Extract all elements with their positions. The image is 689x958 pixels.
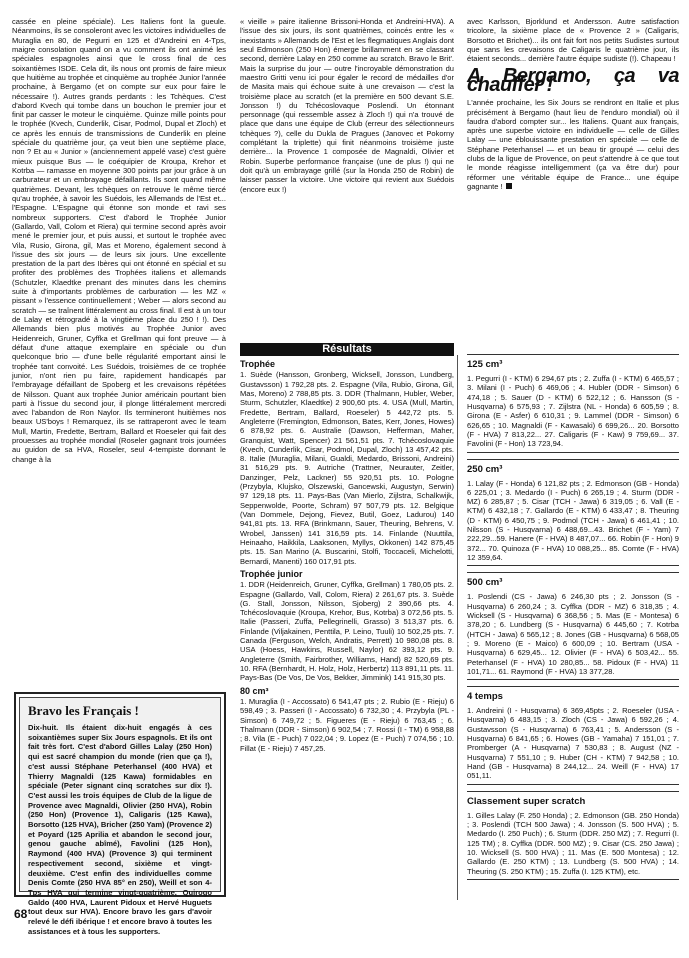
results-title: Résultats [240,343,454,356]
end-mark-icon [506,183,512,189]
class-block [467,459,679,567]
class-text: 1. Pegurri (I - KTM) 6 294,67 pts ; 2. Zuffa (I - KTM) 6 465,57 ; 3. Milani (I - Puch) 6 469,06 ; 4. Hubler (DDR - Simson) 6 474,18 ; 5. Sauer (D - KTM) 6 522,12 ; 6. Hansson (S - Husqvarna) 6 575,93 ; 7. Zijlstra (NL - Honda) 6 605,59 ; 8. Girona (E - Asfer) 6 610,31 ; 9. Lammel (DDR - Simson) 6 626,65 ; 10. Magnaldi (F - Kawasaki) 6 699,26... 20. Borsotto (F - HVA) 7 813,22... 27. Caligaris (F - Kaw) 9 759,69... 37. Favolini (F - Hon) 13 723,94. [467,374,679,449]
results-panel [240,343,454,753]
article-paragraph-conclusion [467,98,679,191]
article-paragraph: « vieille » paire italienne Brissoni-Honda et Andreini-HVA). A l'issue des six jours, ils sont quatrièmes, coincés entre les « inexistants » Allemands de l'Est et les flegmatiques Anglais dont seul Edmonson (250 Hon) émerge brillamment en se classant second, derrière Lalay en 250 comme au scratch. Bravo le Brit'. Mais la surprise du jour — outre l'incroyable démonstration du maestro Gritti venu ici pour égaler le record de médailles d'or de Masita mais qui échoue suite à une crevaison — c'est la troisième place au scratch (et la première en 500 devant S.E. Jonsson !) du Tchécoslovaque Poslendi. Un étonnant personnage (qui ressemble assez à Zloch !) qui n'a trouvé de place que dans une équipe de Club (erreur des sélectionneurs tchèques ?), celle du Dukla de Pragues (Janovec et Pokorny complétant la triplette) qui finit néanmoins troisième juste derrière... la Provence 1 composée de Magnaldi, Olivier et Robin. Superbe performance française (une de plus !) qui ne doit qu'à un embrayage grillé (sur la Honda 250 de Robin) de laisser passer la victoire. Une victoire qui revient aux Suédois (encore eux !) [240,17,454,194]
class-text: 1. Poslendi (CS - Jawa) 6 246,30 pts ; 2. Jonsson (S - Husqvarna) 6 260,24 ; 3. Cyffka (DDR - MZ) 6 318,35 ; 4. Wicksell (S - Husqvarna) 6 368,56 ; 5. Mas (E - Montesa) 6 378,20 ; 6. Lundberg (S - Husqvarna) 6 445,60 ; 7. Kotrba (HTCH - Jawa) 6 565,12 ; 8. Jones (GB - Husqvarna) 6 568,05 ; 9. Moreno (E - Maico) 6 600,09 ; 10. Bertram (USA - Husqvarna) 6 629,45... 12. Olivier (F - HVA) 6 503,42... 55. Peterhansel (F - HVA) 10 280,85... 58. Pidoux (F - HVA) 11 101,71... 61. Raymond (F - HVA) 13 377,28. [467,592,679,676]
class-block [467,572,679,680]
article-column-2 [240,17,454,194]
article-column-1 [12,17,226,464]
class-block [467,791,679,880]
trophee-title: Trophée [240,359,276,369]
c80-title: 80 cm³ [240,685,269,696]
class-title: 125 cm³ [467,359,503,370]
class-title: 4 temps [467,691,503,703]
junior-title: Trophée junior [240,568,303,579]
class-results [467,354,679,886]
c80-results: 1. Muraglia (I - Accossato) 6 541,47 pts ; 2. Rubio (E - Rieju) 6 598,49 ; 3. Passeri (I - Accossato) 6 732,30 ; 4. Przybyla (PL - Simson) 6 749,72 ; 5. Figueres (E - Rieju) 6 763,45 ; 6. Thalmann (DDR - Simson) 6 902,54 ; 7. Rossi (I - TM) 6 958,88 ; 8. Vila (E - Puch) 7 022,04 ; 9. Lopez (E - Puch) 7 074,56 ; 10. Fillat (E - Rieju) 7 457,25. [240,696,454,753]
box-title: Bravo les Français ! [28,703,139,718]
article-paragraph: cassée en pleine spéciale). Les Italiens font la gueule. Néanmoins, ils se consoleront avec les victoires individuelles de Muraglia en 80, de Pegurri en 125 et d'Andreini en 4-Tps, maigre consolation quand on a vu comment ils ont animé les spéciales espagnoles ainsi que le cross final de ces soixantièmes ISDE. Cela dit, ils nous ont promis de faire mieux que huitième au trophée et cinquième au trophée Junior l'année prochaine, à Bergamo (et on compte sur eux pour faire le nécessaire !). Autres grands perdants : les Tchèques. C'est d'abord Kvech qui tombe dans un bouchon le premier jour et finit par casser le moteur le cinquième. Quinze mille points pour le trophée (Kvech, Cunderlik, Cisar, Podmol, Dupal et Zloch) et ce après les ennuis de transmissions de Cunderlik en pleine spéciale du quatrième jour, ça veut bien une septième place, non ? Et au « Junior » (anciennement appelé vase) c'est guère mieux puisque Bus — le coéquipier de Kroupa, Krehor et Kotrba — ramasse en moyenne 300 points par jour grâce à un carburateur et un embrayage défaillants. Ils sont quand même quatrièmes. Devant, les tchèques on retrouve le même tiercé qu'au trophée, à savoir les Suédois, les Allemands de l'Est et... l'Espagne. L'Espagne qui étonne son monde et ravi ses nombreux supporters. C'est d'abord le Trophée Junior (Gallardo, Vall, Colom et Riera) qui termine second après avoir mené le premier jour, et puis aussi, et surtout le trophée avec Vila, Rusio, Girona, gil, Mas et Moreno, également second à l'issue des six jours — de leurs six jours. Une excellente prestation de la part des Ibères qui ont étonné en spécial et su profiter des problèmes des Trophées italiens et allemands (Schutzler, Klaedtke prenant des minutes dans les chemins suite à d'importants problèmes de carburation — les MZ « pissant » l'essence continuellement ; Weber — alors second au scratch — se traînent littéralement au cross final. Il est à un tour de Lalay et rétrogradé à la vingtième place du 250 ! !). Des Allemands bien plus motivés au Trophée Junior avec Heidenreich, Gruner, Cyffka et Grellman qui font preuve — à défaut d'une attaque exemplaire en spéciale ou d'un quelconque brio — d'une belle régularité emportant ainsi le trophée tant convoité. Les Suédois, troisièmes de ce trophée junior, n'ont rien pu faire, rapidement handicapés par l'embrayage défaillant de Spoberg et les crevaisons répétées de Nilsson. Quant aux trophée Junior américain pourtant bien parti à l'issue du second jour, il plonge littéralement mercredi avec l'abandon de Ron Naylor. Ils termineront huitièmes nos beaux US'boys ! Remarquez, ils se rattraperont avec le team Mull, Martin, Fredette, Bertram, Ballard et Roeseler qui fait des prouesses au trophée mondial (Roseler gagnant trois journées au guidon de sa HVA, Roseler, seul 4-tempiste donnant le change à la [12,17,226,464]
results-body [240,360,454,753]
class-title: 500 cm³ [467,577,503,589]
class-text: 1. Andreini (I - Husqvarna) 6 369,45pts ; 2. Roeseler (USA - Husqvarna) 6 483,15 ; 3. Zloch (CS - Jawa) 6 592,26 ; 4. Gustavsson (S - Husqvarna) 6 763,41 ; 5. Andersson (S - Husqvarna) 6 841,65 ; 6. Howes (GB - Yamaha) 7 151,01 ; 7. Promberger (A - Husqvarna) 7 530,83 ; 8. August (NZ - Husqvarna) 7 551,10 ; 9. Huber (CH - KTM) 7 942,58 ; 10. Hand (GB - Husqvarna) 8 244,12... 24. Weill (F - HVA) 17 051,11. [467,706,679,781]
trophee-results: 1. Suède (Hansson, Gronberg, Wicksell, Jonsson, Lundberg, Gustavsson) 1 792,28 pts. 2. Espagne (Vila, Rubio, Girona, Gil, Mas, Moreno) 2 788,85 pts. 3. DDR (Thalmann, Hubler, Weber, Sturm, Schutzler, Klaedtke) 2 900,60 pts. 4. USA (Mull, Martin, Fredette, Bertram, Ballard, Roeseler) 5 442,72 pts. 5. Angleterre (Fremington, Edmonson, Bates, Kerr, Jones, Howes) 6 878,92 pts. 6. Australie (Dawson, Hefferman, Maher, Granquist, Watt, Spencer) 21 561,51 pts. 7. Tchécoslovaquie (Kvech, Cunderlik, Cisar, Podmol, Dupal, Zloch) 13 457,42 pts. 8. Italie (Muraglia, Milani, Gualdi, Medardo, Brissoni, Andreini) 31 516,29 pts. 9. Autriche (Trattner, Neurauter, Zeitler, Danzinger, Pelz, Lackner) 55 920,51 pts. 10. Pologne (Przybyla, Klujsko, Olszewski, Gancewski, Augustyn, Serwin) 97 129,18 pts. 11. Pays-Bas (Van Mierlo, Zijlstra, Schalkwijk, Seppenwolde, Poorte, Schram) 97 507,79 pts. 12. Belgique (Van Dommele, Dejong, Fievez, Butil, Goez, Ladurou) 140 941,81 pts. 13. RFA (Brinkmann, Sauer, Theuring, Behrens, V. Wrobel, Janssen) 141 316,59 pts. 14. Finlande (Nuuttila, Heinaaho, Haikkila, Laaksonen, Myllys, Okkonen) 142 875,45 pts. 15. San Marino (A. Buscarini, Stolfi, Toccaceli, Michelotti, Bernardi, Manenti) 160 017,91 pts. [240,370,454,566]
junior-results: 1. DDR (Heidenreich, Gruner, Cyffka, Grellman) 1 780,05 pts. 2. Espagne (Gallardo, Vall, Colom, Riera) 2 261,67 pts. 3. Suède (G. Stall, Jonsson, Nilsson, Sjoberg) 2 390,66 pts. 4. Tchécoslovaquie (Kroupa, Krehor, Bus, Kotrba) 3 072,56 pts. 5. Italie (Passeri, Zuffa, Pellegrinelli, Grasso) 3 513,37 pts. 6. Finlande (Viljakainen, Penttila, P. Leino, Tuuli) 10 502,25 pts. 7. Canada (Ferguson, Welch, Andratis, Perrett) 10 980,08 pts. 8. USA (Hoess, Hawkins, Russell, Naylor) 62 393,12 pts. 9. Angleterre (Smith, Fairbrother, Williams, Hand) 82 520,69 pts. 10. RFA (Bernhardt, H. Holz, Holz, Herbertz) 113 891,11 pts. 11. Pays-Bas (De Vos, De Vos, Bekker, Jimmink) 141 915,30 pts. [240,580,454,683]
article-column-3 [467,17,679,191]
class-block [467,354,679,453]
class-block [467,686,679,785]
class-title: Classement super scratch [467,795,586,807]
box-text: Dix-huit. Ils étaient dix-huit engagés à ces soixantièmes super Six Jours espagnols. Et ils ont fait très fort. C'est d'abord Gilles Lalay (250 Hon) qui est sacré champion du monde (rien que ça !), c'est aussi Stéphane Peterhansel (400 HVA) et Thierry Magnaldi (125 Kawa) formidables en spéciale (Peter signant cinq scratches sur dix !). C'est aussi les trois équipes de Club de la ligue de Provence avec Magnaldi, Olivier (250 HVA), Robin (250 Hon) (Provence 1), Caligaris (125 Kawa), Borsotto (125 HVA), Bricher (250 Yam) (Provence 2) et Poyard (125 Aprilia et abandon le second jour, genou gauche abîmé), Favolini (125 Hon), Raymond (400 HVA) (Provence 3) qui terminent respectivement second, sixième et vingt-deuxième. C'est enfin des individuelles comme Denis Comte (250 HVA 85° en 250), Weill et son 4-Tps HVA qui termine vingt-quatrième, Quirogo Galdo (400 HVA, Laurent Pidoux et Hervé Huguets tout deux sur HVA). Encore bravo les gars d'avoir relevé le défi ibérique ! et encore bravo à toutes les assistances et à tous les supporters. [28,723,212,936]
column-divider [457,355,458,900]
class-text: 1. Lalay (F - Honda) 6 121,82 pts ; 2. Edmonson (GB - Honda) 6 225,01 ; 3. Medardo (I - Puch) 6 265,19 ; 4. Sturm (DDR - MZ) 6 285,87 ; 5. Cisar (TCH - Jawa) 6 319,05 ; 6. Vall (E - KTM) 6 432,18 ; 7. Gallardo (E - KTM) 6 433,47 ; 8. Theuring (D - KTM) 6 450,75 ; 9. Podmol (TCH - Jawa) 6 461,41 ; 10. Nilsson (S - Husqvarna) 6 488,69...43. Brichet (F - Yam) 7 222,29...59. Hanere (F - HVA) 8 487,07... 66. Robin (F - Hon) 9 372... 70. Quinoza (F - HVA) 10 088,25... 85. Comte (F - HVA) 12 359,64. [467,478,679,562]
class-title: 250 cm³ [467,463,503,475]
page-number: 68 [14,907,28,921]
conclusion-text: L'année prochaine, les Six Jours se rendront en Italie et plus précisément à Bergamo (haut lieu de l'enduro mondial) où il faudra d'abord compter sur... les Italiens. Quant aux français, après une superbe victoire en individuelle — celle de Gilles Lalay — une éblouissante prestation en spéciale — celle de Stéphane Peterhansel — et un beau tir groupé — celui des clubs de la ligue de Provence, on peut s'attendre à ce que tout le monde réagisse intelligemment (ça va être dur) pour réformer une véritable équipe de France... une équipe gagnante ! [467,98,679,191]
section-heading: A Bergamo, ça va chauffer ! [467,64,679,96]
article-paragraph: avec Karlsson, Bjorklund et Andersson. Autre satisfaction tricolore, la sixième place de « Provence 2 » (Caligaris, Borsotto et Brichet)... ils ont fait fort nos petits Sudistes surtout que sans les crevaisons de Caligaris le quatrième jour, ils étaient seconds... derrière l'autre équipe sudiste (!). Chapeau ! [467,17,679,64]
class-text: 1. Gilles Lalay (F. 250 Honda) ; 2. Edmonson (GB. 250 Honda) ; 3. Poslendi (TCH 500 Jawa) ; 4. Jonsson (S. 500 HVA) ; 5. Medardo (I. 250 Puch) ; 6. Sturm (DDR. 250 MZ) ; 7. Regurri (I. 125 TM) ; 8. Cyffka (DDR. 500 MZ) ; 9. Cisar (CS. 250 Jawa) ; 10. Wicksell (S. 500 HVA) ; 11. Mas (E. 500 Montesa) ; 12. Gallardo (E. 250 KTM) ; 13. Lundberg (S. 500 HVA) ; 14. Theuring (S. 250 KTM) ; 15. Zuffa (I. 125 KTM), etc. [467,810,679,876]
